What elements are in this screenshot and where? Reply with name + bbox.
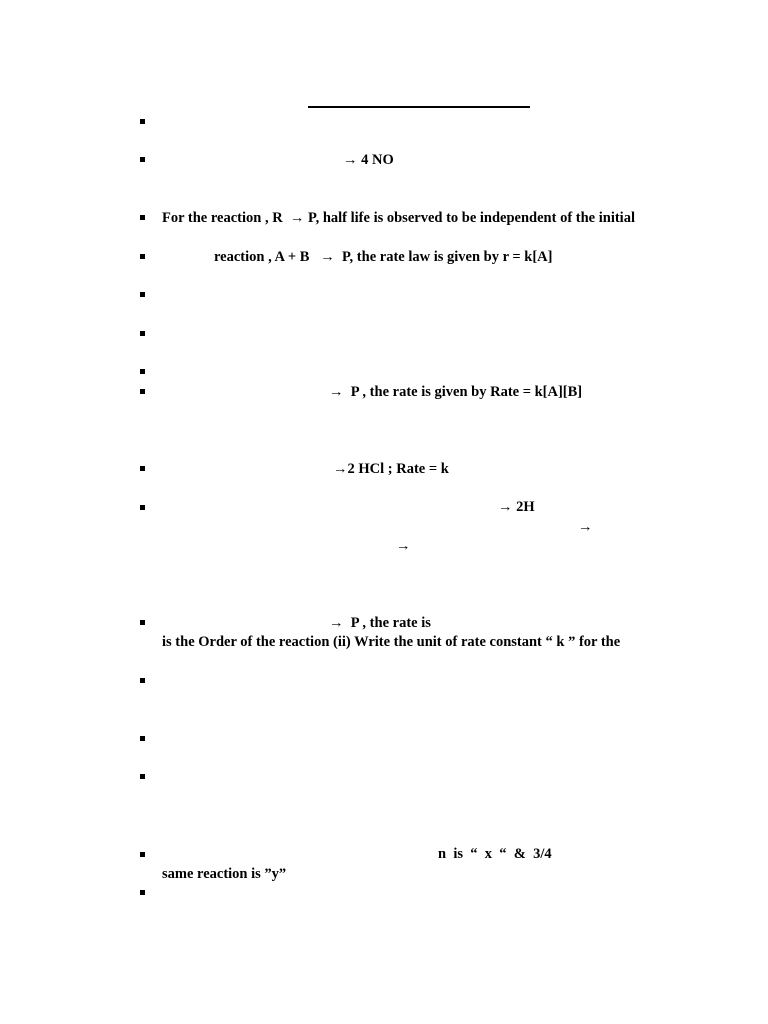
list-bullet	[140, 119, 145, 124]
list-bullet	[140, 736, 145, 741]
text-line: → P , the rate is	[329, 615, 431, 631]
text-line: → 4 NO	[343, 152, 394, 168]
list-bullet	[140, 774, 145, 779]
list-bullet	[140, 331, 145, 336]
text-line: is the Order of the reaction (ii) Write the unit of rate constant “ k ” for the	[162, 634, 621, 650]
list-bullet	[140, 852, 145, 857]
list-bullet	[140, 292, 145, 297]
text-line: n is “ x “ & 3/4	[438, 846, 552, 862]
text-line: →2 HCl ; Rate = k	[333, 461, 449, 477]
list-bullet	[140, 157, 145, 162]
list-bullet	[140, 678, 145, 683]
list-bullet	[140, 389, 145, 394]
text-line: → P , the rate is given by Rate = k[A][B]	[329, 384, 583, 400]
list-bullet	[140, 466, 145, 471]
text-line: reaction , A + B → P, the rate law is given by r = k[A]	[214, 249, 553, 265]
text-line: →	[578, 519, 593, 535]
list-bullet	[140, 215, 145, 220]
text-line: For the reaction , R → P, half life is observed to be independent of the initial	[162, 210, 635, 226]
list-bullet	[140, 254, 145, 259]
list-bullet	[140, 505, 145, 510]
list-bullet	[140, 369, 145, 374]
list-bullet	[140, 620, 145, 625]
text-line: same reaction is ”y”	[162, 866, 287, 882]
text-line: → 2H	[498, 499, 535, 515]
text-line: →	[396, 538, 411, 554]
title-underline	[308, 106, 530, 108]
list-bullet	[140, 890, 145, 895]
